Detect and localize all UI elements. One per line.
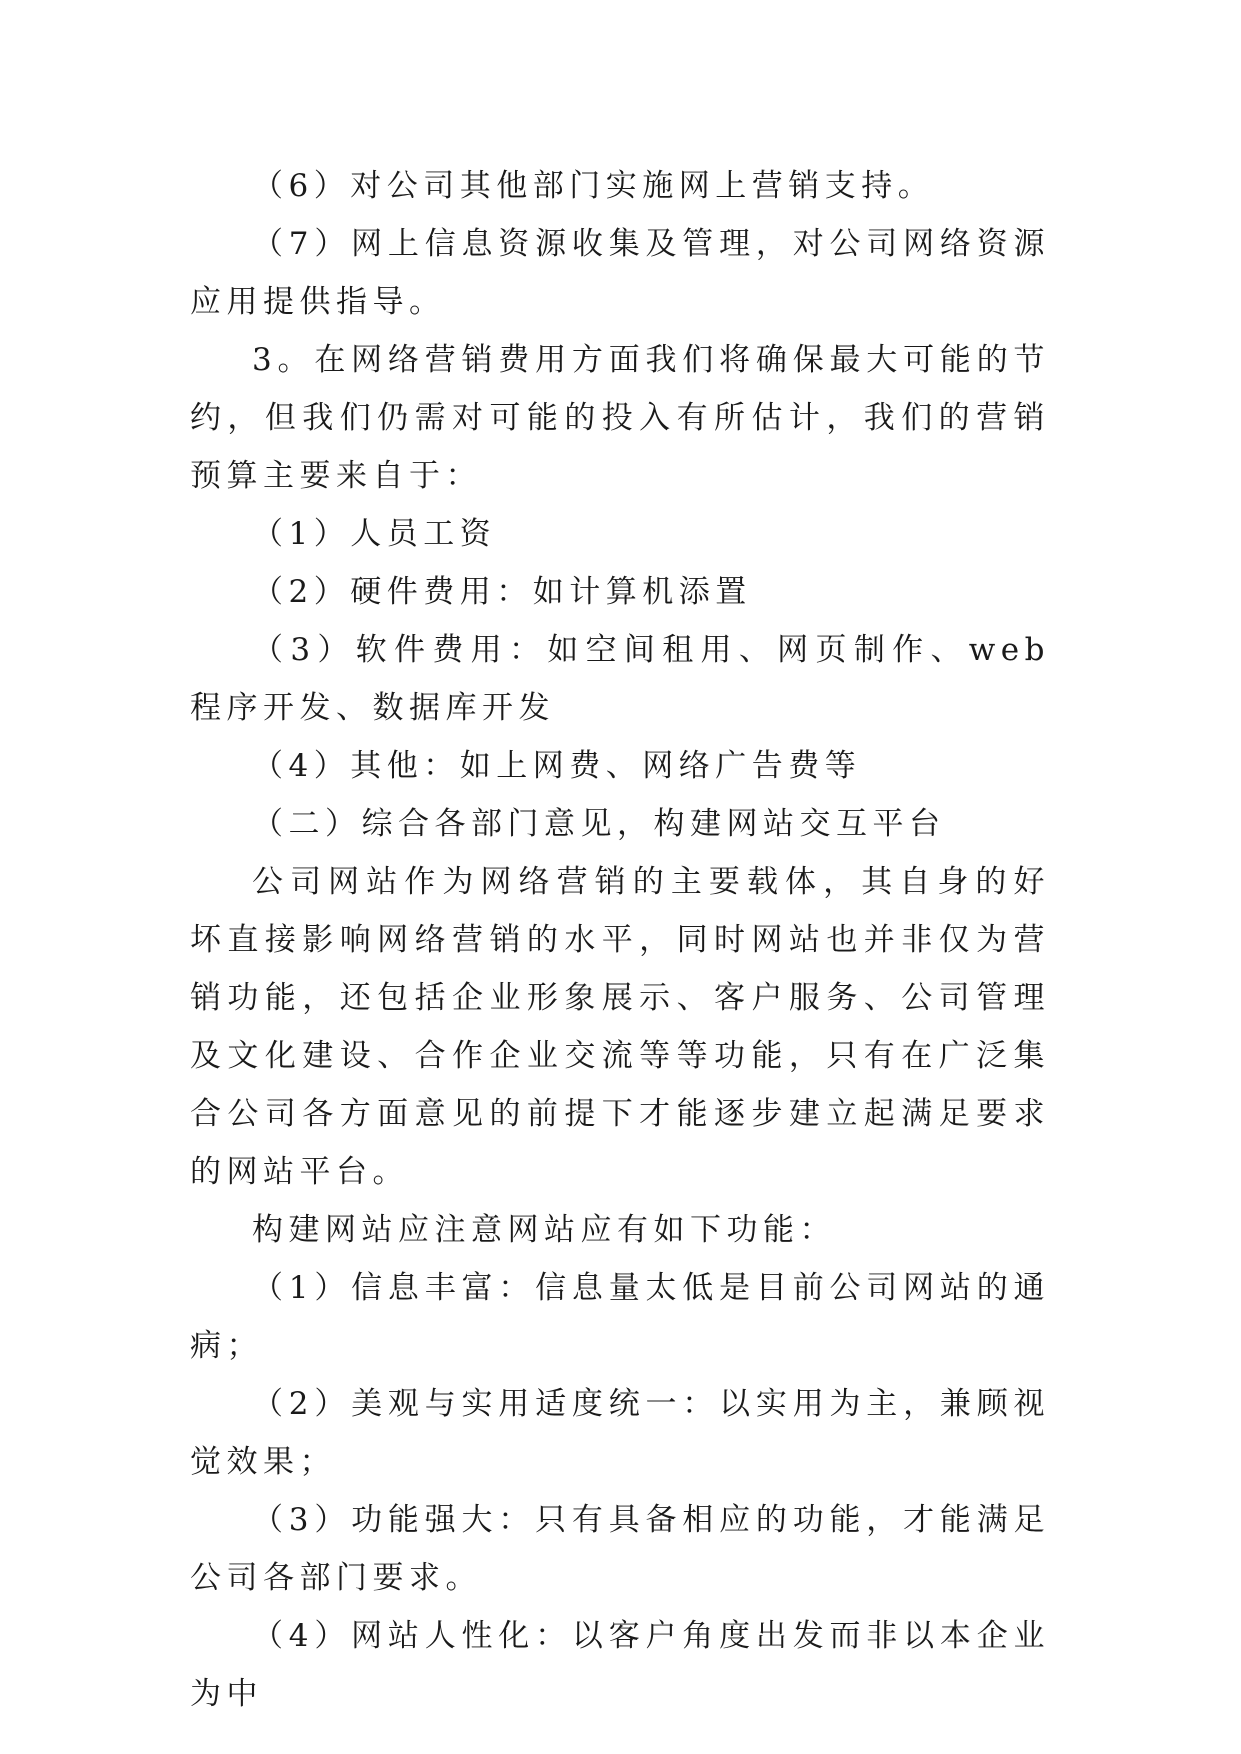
paragraph-rich-information: （1）信息丰富：信息量太低是目前公司网站的通病； xyxy=(190,1270,1050,1364)
section-heading-website-platform: （二）综合各部门意见，构建网站交互平台 xyxy=(252,806,946,842)
paragraph-powerful-functions: （3）功能强大：只有具备相应的功能，才能满足公司各部门要求。 xyxy=(190,1502,1050,1596)
paragraph-beauty-and-practicality: （2）美观与实用适度统一：以实用为主，兼顾视觉效果； xyxy=(190,1386,1050,1480)
paragraph-user-friendly: （4）网站人性化：以客户角度出发而非以本企业为中 xyxy=(190,1618,1050,1712)
document-body xyxy=(190,157,1050,1723)
paragraph-staff-salary: （1）人员工资 xyxy=(252,516,497,552)
paragraph-hardware-cost: （2）硬件费用：如计算机添置 xyxy=(252,574,752,610)
paragraph-support-other-departments: （6）对公司其他部门实施网上营销支持。 xyxy=(252,168,935,204)
paragraph-information-resources: （7）网上信息资源收集及管理，对公司网络资源应用提供指导。 xyxy=(190,226,1050,320)
paragraph-marketing-budget: 3。在网络营销费用方面我们将确保最大可能的节约，但我们仍需对可能的投入有所估计，我们的营销预算主要来自于： xyxy=(190,342,1050,494)
paragraph-software-cost: （3）软件费用：如空间租用、网页制作、web程序开发、数据库开发 xyxy=(190,632,1050,726)
paragraph-other-cost: （4）其他：如上网费、网络广告费等 xyxy=(252,748,862,784)
paragraph-website-carrier: 公司网站作为网络营销的主要载体，其自身的好坏直接影响网络营销的水平，同时网站也并非仅为营销功能，还包括企业形象展示、客户服务、公司管理及文化建设、合作企业交流等等功能，只有在广泛集合公司各方面意见的前提下才能逐步建立起满足要求的网站平台。 xyxy=(190,864,1050,1190)
paragraph-website-functions-intro: 构建网站应注意网站应有如下功能： xyxy=(252,1212,836,1248)
